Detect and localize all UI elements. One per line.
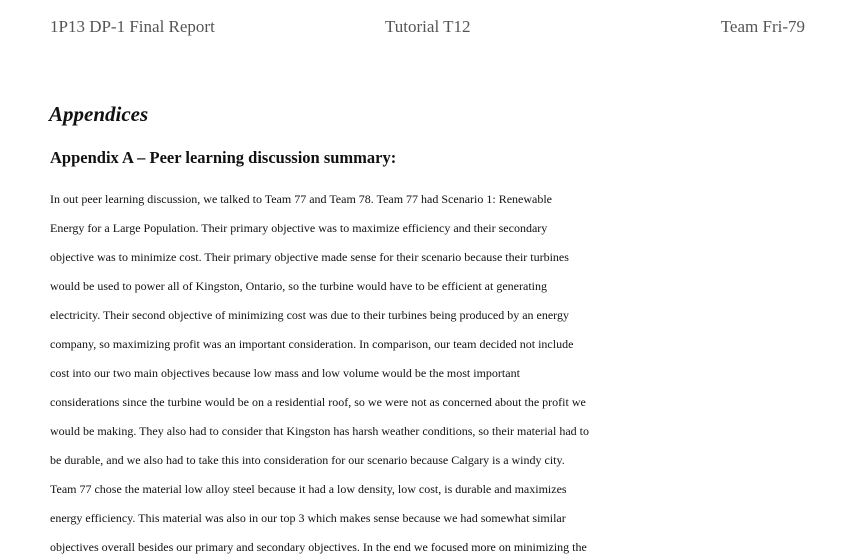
section-title: Appendices <box>49 102 149 126</box>
page-header <box>50 17 805 37</box>
header-tutorial: Tutorial T12 <box>385 17 471 36</box>
body-line: Energy for a Large Population. Their primary objective was to maximize efficiency and their secondary <box>50 221 548 235</box>
body-line: would be used to power all of Kingston, Ontario, so the turbine would have to be efficient at generating <box>50 279 547 293</box>
body-line: be durable, and we also had to take this into consideration for our scenario because Calgary is a windy city. <box>50 453 565 467</box>
body-line: cost into our two main objectives because low mass and low volume would be the most important <box>50 366 520 380</box>
body-line: Team 77 chose the material low alloy steel because it had a low density, low cost, is durable and maximizes <box>50 482 567 496</box>
header-report-title: 1P13 DP-1 Final Report <box>50 17 215 36</box>
body-line: objective was to minimize cost. Their primary objective made sense for their scenario because their turbines <box>50 250 569 264</box>
body-line: In out peer learning discussion, we talked to Team 77 and Team 78. Team 77 had Scenario 1: Renewable <box>50 192 553 206</box>
body-line: would be making. They also had to consider that Kingston has harsh weather conditions, so their material had to <box>50 424 589 438</box>
appendix-a-title: Appendix A – Peer learning discussion summary: <box>50 148 397 167</box>
body-line: objectives overall besides our primary and secondary objectives. In the end we focused more on minimizing the <box>50 540 587 554</box>
body-line: energy efficiency. This material was also in our top 3 which makes sense because we had somewhat similar <box>50 511 566 525</box>
body-line: electricity. Their second objective of minimizing cost was due to their turbines being produced by an energy <box>50 308 569 322</box>
body-line: considerations since the turbine would be on a residential roof, so we were not as concerned about the profit we <box>50 395 586 409</box>
appendix-a-body <box>50 185 820 556</box>
body-line: company, so maximizing profit was an important consideration. In comparison, our team decided not include <box>50 337 574 351</box>
header-team: Team Fri-79 <box>720 17 805 36</box>
